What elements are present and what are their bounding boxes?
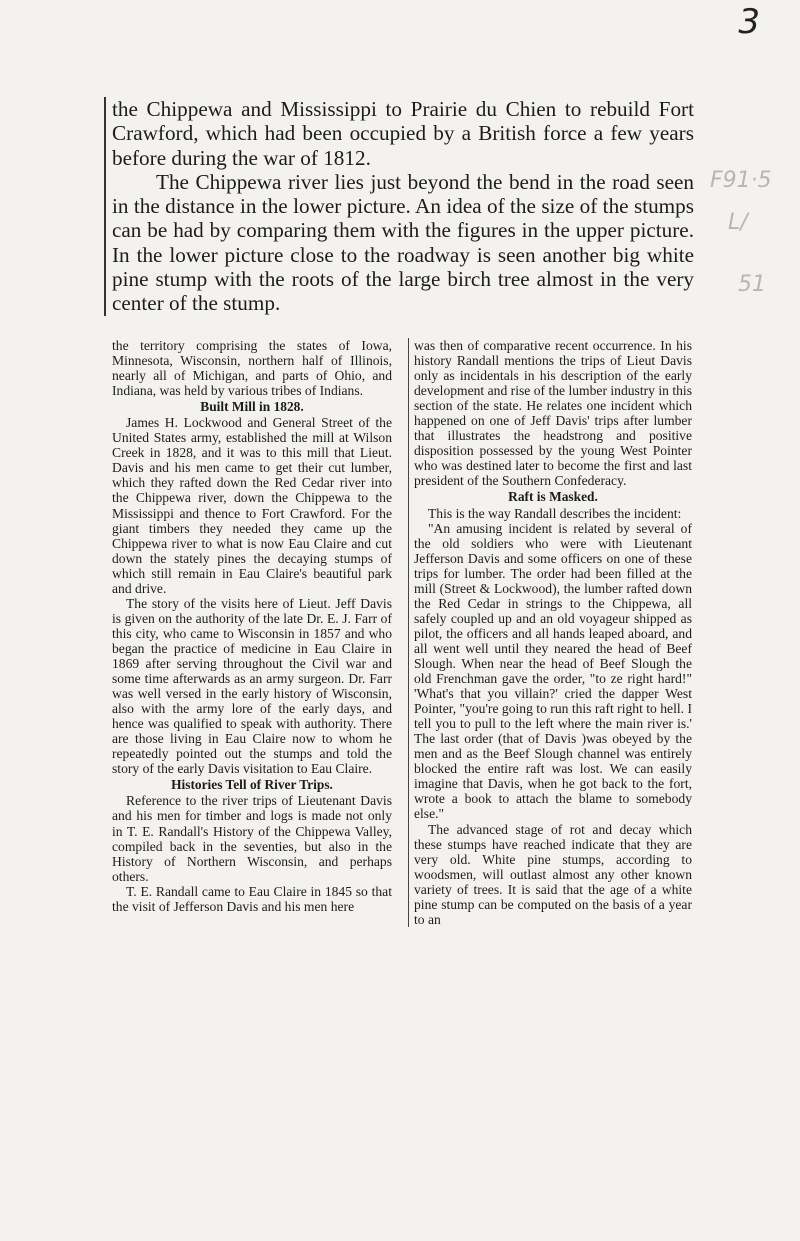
subheading: Raft is Masked. [508, 489, 598, 505]
lead-paragraph-2: The Chippewa river lies just beyond the bend in the road seen in the distance in the lower picture. An idea of the size of the stumps can be had by comparing them with the figures in the upper picture. In the lower picture close to the roadway is seen another big white pine stump with the roots of the large birch tree almost in the very center of the stump. [112, 169, 694, 316]
lead-text [104, 97, 694, 316]
paragraph: The story of the visits here of Lieut. Jeff Davis is given on the authority of the late Dr. E. J. Farr of this city, who came to Wisconsin in 1857 and who began the practice of medicine in Eau Claire in 1869 after serving throughout the Civil war and some time afterwards as an army surgeon. Dr. Farr was well versed in the early history of Wisconsin, also with the army lore of the early days, and hence was qualified to speak with authority. There are those living in Eau Claire now to whom he repeatedly pointed out the stumps and told the story of the early Davis visitation to Eau Claire. [112, 595, 392, 777]
margin-note: F91·5 [710, 168, 772, 193]
left-column [112, 338, 392, 914]
paragraph: the territory comprising the states of Iowa, Minnesota, Wisconsin, northern half of Illinois, nearly all of Michigan, and parts of Ohio, and Indiana, was held by various tribes of Indians. [112, 338, 392, 399]
paragraph: "An amusing incident is related by several of the old soldiers who were with Lieutenant Jefferson Davis and some officers on one of these trips for lumber. The order had been filled at the mill (Street & Lockwood), the lumber rafted down the Red Cedar in strings to the Chippewa, all safely coupled up and an old voyageur shipped as pilot, the officers and all hands leaped aboard, and all went well until they neared the head of Beef Slough. When near the head of Beef Slough the old Frenchman gave the order, "to ze right hard!" 'What's that you villain?' cried the dapper West Pointer, "you're going to run this raft right to hell. I tell you to pull to the left where the main river is.' The last order (that of Davis )was obeyed by the men and as the Beef Slough channel was entirely blocked the entire raft was lost. We can easily imagine that Davis, when he got back to the fort, wrote a book to attach the blame to somebody else." [414, 520, 692, 822]
paragraph: This is the way Randall describes the incident: [428, 505, 682, 521]
lead-paragraph-1: the Chippewa and Mississippi to Prairie du Chien to rebuild Fort Crawford, which had been occupied by a British force a few years before during the war of 1812. [112, 97, 694, 170]
subheading: Histories Tell of River Trips. [171, 777, 333, 793]
right-column [408, 338, 692, 927]
paragraph: The advanced stage of rot and decay which these stumps have reached indicate that they are very old. White pine stumps, according to woodsmen, will outlast almost any other known variety of trees. It is said that the age of a white pine stump can be computed on the basis of a year to an [414, 821, 692, 927]
margin-note: L/ [728, 210, 748, 235]
paragraph: was then of comparative recent occurrence. In his history Randall mentions the trips of Lieut Davis only as incidentals in his description of the early development and rise of the lumber industry in this section of the state. He relates one incident which happened on one of Jeff Davis' trips after lumber that illustrates the headstrong and positive disposition possessed by the young West Pointer who was destined later to become the first and last president of the Southern Confederacy. [414, 338, 692, 489]
page-number: 3 [738, 2, 760, 42]
margin-note: 51 [738, 272, 766, 297]
margin-notes [702, 160, 792, 320]
subheading: Built Mill in 1828. [200, 399, 304, 415]
paragraph: T. E. Randall came to Eau Claire in 1845 so that the visit of Jefferson Davis and his men here [112, 883, 392, 914]
paragraph: Reference to the river trips of Lieutenant Davis and his men for timber and logs is made not only in T. E. Randall's History of the Chippewa Valley, compiled back in the seventies, but also in the History of Northern Wisconsin, and perhaps others. [112, 793, 392, 884]
paragraph: James H. Lockwood and General Street of the United States army, established the mill at Wilson Creek in 1828, and it was to this mill that Lieut. Davis and his men came to get their cut lumber, which they rafted down the Red Cedar river into the Chippewa river, down the Chippewa to the Mississippi and thence to Fort Crawford. For the giant timbers they needed they came up the Chippewa river to what is now Eau Claire and cut down the stately pines the decaying stumps of which still remain in Eau Claire's beautiful park and drive. [112, 415, 392, 596]
